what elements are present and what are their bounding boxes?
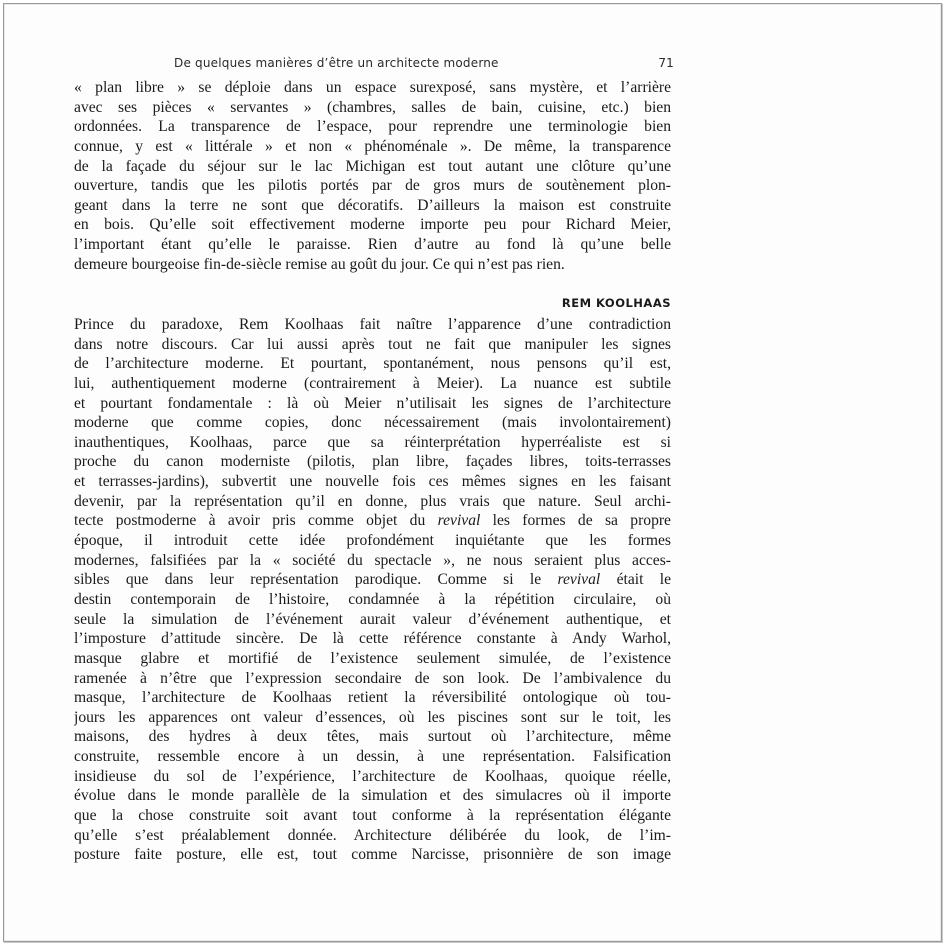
text-line: l’imposture d’attitude sincère. De là cette référence constante à Andy Warhol,	[74, 630, 671, 648]
paragraph-meier-ending	[74, 78, 671, 274]
text-line: en bois. Qu’elle soit effectivement moderne importe peu pour Richard Meier,	[74, 216, 671, 234]
text-line: moderne que comme copies, donc nécessairement (mais involontairement)	[74, 414, 671, 432]
text-line: de l’architecture moderne. Et pourtant, spontanément, nous pensons qu’il est,	[74, 355, 671, 373]
text-line: lui, authentiquement moderne (contrairement à Meier). La nuance est subtile	[74, 374, 671, 392]
page-number: 71	[658, 56, 674, 70]
text-line: et terrasses-jardins), subvertit une nouvelle fois ces mêmes signes en les faisant	[74, 473, 671, 491]
text-line: ramenée à n’être que l’expression secondaire de son look. De l’ambivalence du	[74, 669, 671, 687]
text-line: Prince du paradoxe, Rem Koolhaas fait naître l’apparence d’une contradiction	[74, 316, 671, 333]
text-line: « plan libre » se déploie dans un espace surexposé, sans mystère, et l’arrière	[74, 79, 671, 96]
text-line: modernes, falsifiées par la « société du spectacle », ne nous seraient plus acces-	[74, 551, 671, 569]
text-line: devenir, par la représentation qu’il en donne, plus vrais que nature. Seul archi-	[74, 492, 671, 510]
italic-term: revival	[557, 571, 601, 589]
text-line: sibles que dans leur représentation parodique. Comme si le revival était le	[74, 571, 671, 589]
text-line: et pourtant fondamentale : là où Meier n’utilisait les signes de l’architecture	[74, 394, 671, 412]
text-line: maisons, des hydres à deux têtes, mais surtout où l’architecture, même	[74, 728, 671, 746]
text-line: geant dans la terre ne sont que décoratifs. D’ailleurs la maison est construite	[74, 196, 671, 214]
text-line: ouverture, tandis que les pilotis portés par de gros murs de soutènement plon-	[74, 177, 671, 195]
running-title: De quelques manières d’être un architecte moderne	[174, 56, 499, 70]
section-heading: REM KOOLHAAS	[561, 296, 671, 310]
text-line: avec ses pièces « servantes » (chambres, salles de bain, cuisine, etc.) bien	[74, 98, 671, 116]
text-line: époque, il introduit cette idée profondément inquiétante que les formes	[74, 532, 671, 550]
text-line: construite, ressemble encore à un dessin, à une représentation. Falsification	[74, 748, 671, 766]
text-line: posture faite posture, elle est, tout comme Narcisse, prisonnière de son image	[74, 846, 671, 864]
text-line: masque, l’architecture de Koolhaas retient la réversibilité ontologique où tou-	[74, 689, 671, 707]
text-line: demeure bourgeoise fin-de-siècle remise au goût du jour. Ce qui n’est pas rien.	[74, 255, 565, 273]
text-line: que la chose construite soit avant tout conforme à la représentation élégante	[74, 807, 671, 825]
text-line: destin contemporain de l’histoire, condamnée à la répétition circulaire, où	[74, 590, 671, 608]
text-line: insidieuse du sol de l’expérience, l’architecture de Koolhaas, quoique réelle,	[74, 767, 671, 785]
text-line: proche du canon moderniste (pilotis, plan libre, façades libres, toits-terrasses	[74, 453, 671, 471]
text-line: seule la simulation de l’événement aurait valeur d’événement authentique, et	[74, 610, 671, 628]
text-line: connue, y est « littérale » et non « phénoménale ». De même, la transparence	[74, 137, 671, 155]
text-line: ordonnées. La transparence de l’espace, pour reprendre une terminologie bien	[74, 118, 671, 136]
text-line: jours les apparences ont valeur d’essences, où les piscines sont sur le toit, les	[74, 708, 671, 726]
italic-term: revival	[437, 512, 481, 530]
text-line: qu’elle s’est préalablement donnée. Architecture délibérée du look, de l’im-	[74, 826, 671, 844]
text-line: tecte postmoderne à avoir pris comme objet du revival les formes de sa propre	[74, 512, 671, 530]
text-line: de la façade du séjour sur le lac Michigan est tout autant une clôture qu’une	[74, 157, 671, 175]
text-line: l’important étant qu’elle le paraisse. Rien d’autre au fond là qu’une belle	[74, 236, 671, 254]
text-line: inauthentiques, Koolhaas, parce que sa réinterprétation hyperréaliste est si	[74, 433, 671, 451]
text-line: dans notre discours. Car lui aussi après tout ne fait que manipuler les signes	[74, 335, 671, 353]
paragraph-koolhaas	[74, 315, 671, 865]
text-line: masque glabre et mortifié de l’existence seulement simulée, de l’existence	[74, 649, 671, 667]
text-line: évolue dans le monde parallèle de la simulation et des simulacres où il importe	[74, 787, 671, 805]
